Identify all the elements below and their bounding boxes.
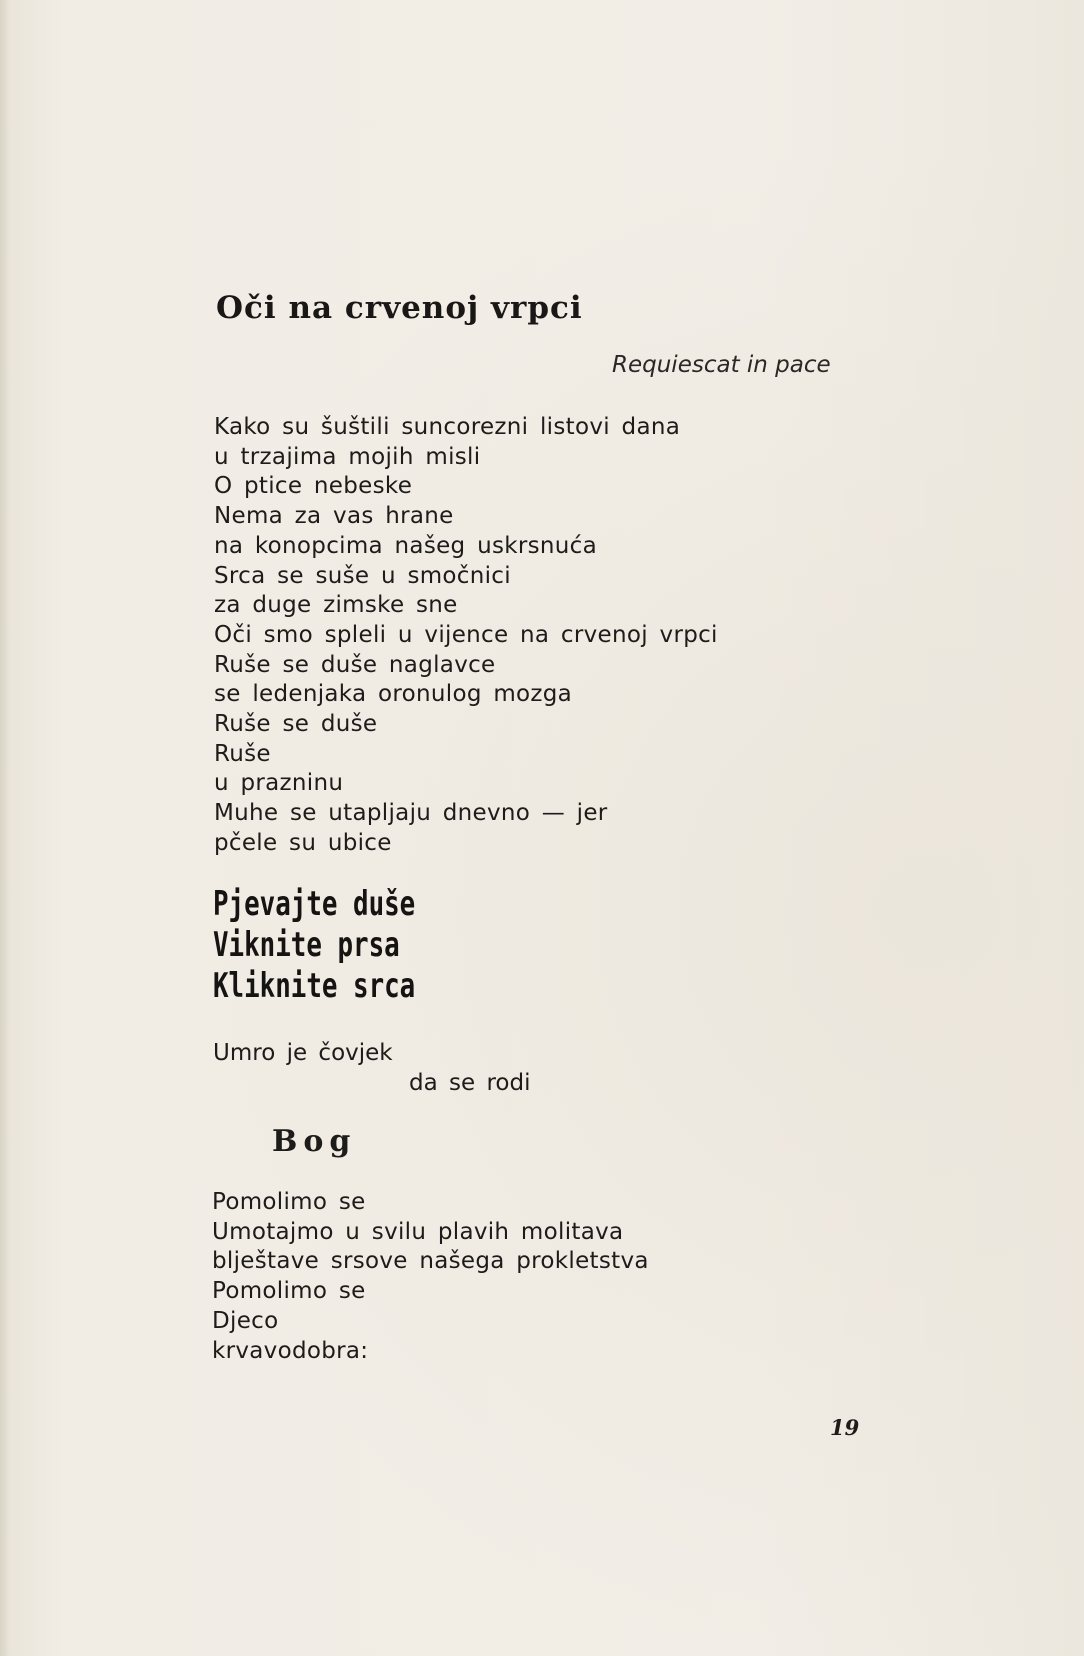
verse-line: Ruše <box>214 740 271 767</box>
verse-line: krvavodobra: <box>212 1337 369 1364</box>
poem-dedication: Requiescat in pace <box>612 352 831 378</box>
refrain-line: Viknite prsa <box>213 925 400 965</box>
verse-line: u prazninu <box>214 770 344 797</box>
verse-line: Srca se suše u smočnici <box>214 562 511 589</box>
verse-line: se ledenjaka oronulog mozga <box>214 681 573 708</box>
bold-refrain <box>213 884 479 1007</box>
stanza-2 <box>212 1188 649 1366</box>
section-heading-god: Bog <box>272 1124 357 1159</box>
verse-line: Nema za vas hrane <box>214 503 454 530</box>
refrain-line: Kliknite srca <box>213 966 416 1006</box>
poem-title: Oči na crvenoj vrpci <box>216 290 583 326</box>
verse-line: u trzajima mojih misli <box>214 443 481 470</box>
verse-line: blještave srsove našega prokletstva <box>212 1248 649 1275</box>
verse-line: na konopcima našeg uskrsnuća <box>214 532 597 559</box>
verse-line: Ruše se duše naglavce <box>214 651 496 678</box>
stanza-1 <box>214 413 718 859</box>
page-edge-shadow <box>0 0 10 1656</box>
verse-line: Djeco <box>212 1307 279 1334</box>
verse-line: Muhe se utapljaju dnevno — jer <box>214 800 608 827</box>
refrain-line: Pjevajte duše <box>213 884 416 924</box>
verse-line-died: Umro je čovjek <box>213 1040 393 1066</box>
verse-line: Pomolimo se <box>212 1278 366 1305</box>
verse-line: za duge zimske sne <box>214 592 458 619</box>
verse-line: Pomolimo se <box>212 1189 366 1215</box>
verse-line: Oči smo spleli u vijence na crvenoj vrpci <box>214 621 718 648</box>
verse-line-reborn: da se rodi <box>409 1070 531 1096</box>
verse-line: O ptice nebeske <box>214 473 413 500</box>
verse-line: pčele su ubice <box>214 829 392 856</box>
verse-line: Kako su šuštili suncorezni listovi dana <box>214 414 681 440</box>
page-number: 19 <box>830 1415 860 1440</box>
verse-line: Ruše se duše <box>214 711 378 738</box>
verse-line: Umotajmo u svilu plavih molitava <box>212 1218 624 1245</box>
